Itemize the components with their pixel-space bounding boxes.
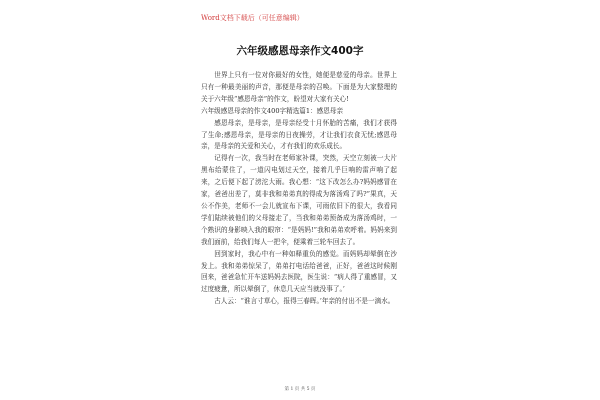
- body-paragraph: 感恩母亲，是母亲，是母亲经受十月怀胎的苦痛，我们才获得了生命;感恩母亲，是母亲的日夜操劳，才让我们衣食无忧;感恩母亲，是母亲的关爱和关心，才有我们的欢乐成长。: [201, 118, 397, 151]
- intro-paragraph: 世界上只有一位对你最好的女性，她便是慈爱的母亲。世界上只有一种最美丽的声音，那便是母亲的召唤。下面是为大家整理的关于六年级“感恩母亲”的作文，盼望对大家有关心!: [201, 71, 397, 103]
- section-heading: 六年级感恩母亲的作文400字精选篇1：感恩母亲: [201, 106, 344, 115]
- body-paragraph: 古人云：“谁言寸草心，报得三春晖。’年亲的付出不是一滴水。: [214, 297, 395, 306]
- document-body: [201, 70, 397, 308]
- download-note: Word文档下载后（可任意编辑）: [201, 14, 304, 22]
- body-paragraph: 回到家时，我心中有一种如释重负的感觉。而妈妈却晕倒在沙发上。我和弟弟惊呆了，弟弟打电话给爸爸，正好，爸爸这时候刚回来，爸爸急忙开车送妈妈去医院，医生说：“病人得了重感冒，又过度疲惫，所以晕倒了，休息几天应当就没事了。’: [201, 249, 397, 294]
- body-paragraph: 记得有一次，我当时在老师家补课，突然，天空立刻被一大片黑布给蒙住了，一道闪电划过天空，接着几乎巨响的雷声响了起来，之后便下起了滂沱大雨。我心想：“这下改怎么办?妈妈感冒在家，爸爸出差了，莫非我和弟弟真的得成为落汤鸡了吗?”果真，天公不作美，老师不一会儿就宣布下课，可雨依旧下的很大，我看同学们陆续被他们的父母接走了，当我和弟弟预备成为落汤鸡时，一个熟识的身影映入我的眼帘：“是妈妈!”我和弟弟欢呼着。妈妈来到我们面前，给我们每人一把伞，便乘着三轮车回去了。: [201, 154, 397, 246]
- page-number: 第 1 页 共 5 页: [284, 387, 316, 392]
- document-title: 六年级感恩母亲作文400字: [236, 45, 364, 57]
